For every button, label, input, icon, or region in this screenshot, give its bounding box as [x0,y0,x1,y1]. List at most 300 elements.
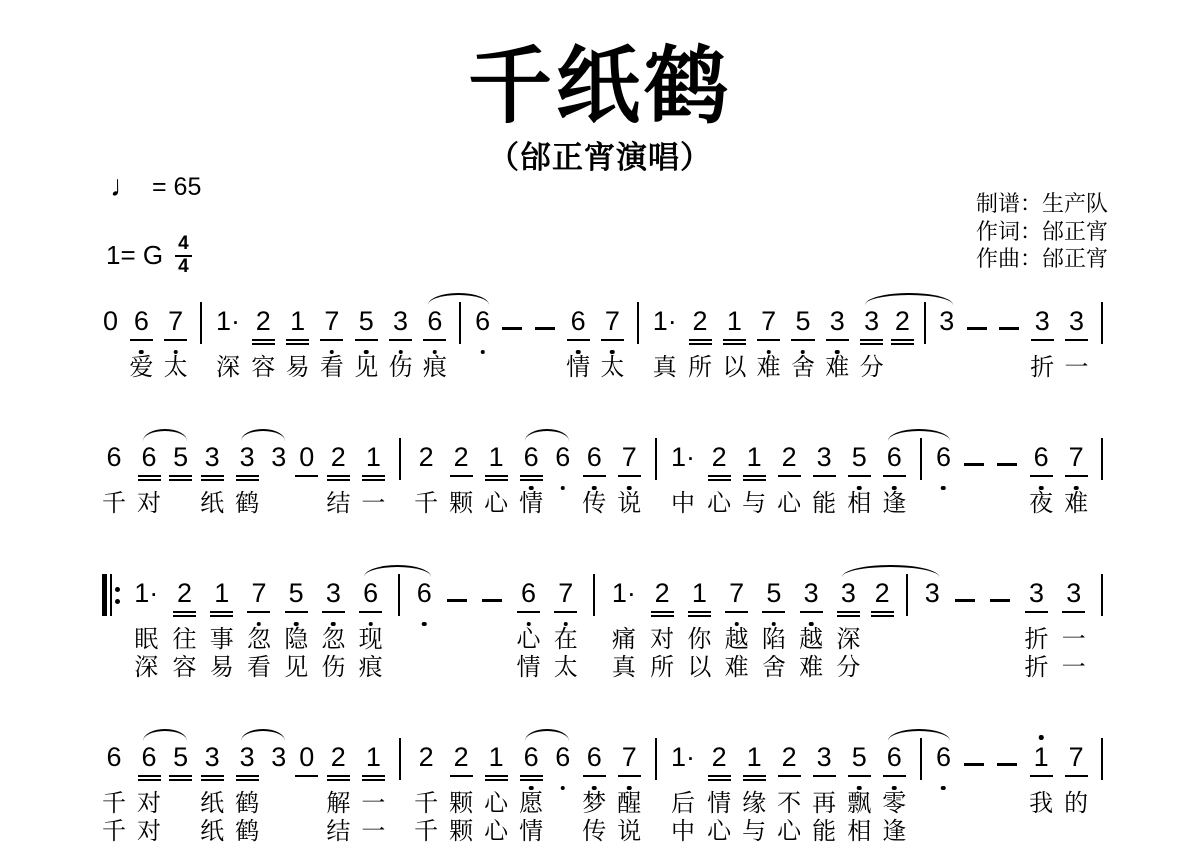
note-token [554,578,578,682]
lyric: 千 [102,818,126,845]
note-number: 1· [215,306,240,336]
barline [1099,442,1106,518]
lyric: 所 [650,654,675,681]
lyric: 舍 [761,654,786,681]
lyric: 太 [553,654,578,681]
lyric: 逢 [882,818,907,845]
lyric [1099,490,1106,518]
lyric: 心 [777,490,802,517]
score [102,292,1106,850]
lyric: 痕 [358,654,383,681]
note-number: 2 [654,578,670,608]
note-token [247,578,271,682]
lyric: 一 [361,790,386,817]
lyric [962,654,969,682]
barline-glyph [593,578,595,612]
note-token [423,306,447,382]
barline-glyph [459,306,461,340]
music-system-3 [102,564,1106,682]
note-number: 6 [362,578,379,612]
note-token [235,742,259,846]
note-token [286,306,310,382]
note-token [361,742,385,846]
note-token [707,742,731,846]
note-number: 7 [1068,442,1085,476]
note-number: 6 [106,442,122,472]
note-token [688,306,712,382]
lyric: 越 [724,626,749,653]
lyric: 见 [354,354,379,381]
lyric: 与 [742,490,767,517]
lyric [303,790,310,818]
note-token [414,742,438,846]
music-system-1 [102,292,1106,382]
lyric: 陷 [761,626,786,653]
credit-composer: 作曲：邰正宵 [975,246,1108,271]
note-token [670,442,696,518]
note-token [1062,578,1086,682]
dash-token [966,306,988,382]
lyric: 舍 [790,354,815,381]
barline-glyph [1101,742,1103,776]
slur-arc [888,729,950,741]
duration-dash [966,306,988,340]
lyric [971,490,978,518]
lyric [396,790,403,818]
note-number: 2 [711,442,727,472]
note-token [129,306,153,382]
lyric [652,790,659,818]
note-number: 1· [671,442,696,472]
lyric [879,654,886,682]
note-number: 3 [939,306,955,336]
notation-row [102,728,1106,846]
note-number: 6 [416,578,433,612]
lyric: 易 [209,654,234,681]
lyric: 折 [1024,654,1049,681]
note-token [320,306,344,382]
lyric: 往 [172,626,197,653]
time-signature-bottom: 4 [178,255,189,277]
note-number: 1 [488,742,504,772]
note-number: 5 [173,442,189,472]
lyric [904,654,911,682]
lyric: 后 [671,790,696,817]
lyric [921,354,928,382]
note-token [617,442,641,518]
note-token [449,442,473,518]
notation-row [102,428,1106,518]
dash-token [989,578,1011,682]
lyric: 结 [326,818,351,845]
note-number: 1· [671,742,696,772]
note-number: 2 [453,742,469,772]
note-token [874,578,891,682]
note-token [251,306,275,382]
note-number: 7 [323,306,340,340]
note-token [1029,742,1053,846]
lyric: 真 [611,654,636,681]
note-token [484,442,508,518]
note-token [474,306,491,382]
note-token [777,742,801,846]
lyric: 心 [707,818,732,845]
lyric: 在 [553,626,578,653]
lyric: 情 [566,354,591,381]
lyric: 真 [652,354,677,381]
lyric: 千 [414,818,439,845]
lyric: 心 [516,626,541,653]
lyric: 传 [582,490,607,517]
duration-dash [534,306,556,340]
lyric: 深 [836,626,861,653]
lyric: 一 [1061,654,1086,681]
lyric: 纸 [200,818,225,845]
lyric [904,626,911,654]
lyric: 见 [284,654,309,681]
note-number: 6 [523,742,540,776]
note-token [1030,306,1054,382]
note-number: 7 [167,306,184,340]
dash-token [963,742,985,846]
slur-arc [525,429,569,441]
note-number: 7 [604,306,621,340]
lyric [1004,490,1011,518]
barline [904,578,911,682]
lyric: 解 [326,790,351,817]
slur-arc [888,429,950,441]
note-token [882,442,906,518]
dash-token [963,442,985,518]
lyric: 鹤 [235,818,260,845]
note-number: 1 [488,442,504,472]
lyric: 说 [617,818,642,845]
note-number: 3 [829,306,846,340]
note-token [172,742,189,846]
lyric: 与 [742,818,767,845]
note-token [298,442,315,518]
note-token [235,442,259,518]
note-number: 3 [392,306,409,340]
barline [921,306,928,382]
lyric: 以 [687,654,712,681]
lyric [421,654,428,682]
note-number: 3 [816,742,832,772]
lyric [879,626,886,654]
tempo-marking [110,172,201,202]
lyric: 容 [172,654,197,681]
lyric: 千 [102,490,126,517]
barline [396,442,403,518]
note-token [414,442,438,518]
note-number: 3 [864,306,880,336]
lyric: 再 [812,790,837,817]
note-token [484,742,508,846]
lyric: 心 [484,818,509,845]
note-number: 3 [1066,578,1082,608]
lyric [1099,354,1106,382]
lyric: 鹤 [235,790,260,817]
credits-block [976,190,1108,273]
lyric [971,818,978,846]
slur-arc [364,565,431,577]
slur-arc [143,429,187,441]
notation-row [102,292,1106,382]
lyric: 易 [285,354,310,381]
note-number: 2 [711,742,727,772]
lyric: 不 [777,790,802,817]
note-number: 2 [418,442,434,472]
lyric [899,354,906,382]
lyric [489,626,496,654]
lyric [1004,790,1011,818]
note-token [517,578,541,682]
barline-glyph [906,578,908,612]
note-number: 1 [365,442,381,472]
lyric: 难 [825,354,850,381]
note-number: 1 [746,742,762,772]
note-token [326,742,350,846]
lyric: 痛 [611,626,636,653]
lyric: 愿 [519,790,544,817]
note-number: 0 [299,742,315,772]
lyric [997,626,1004,654]
note-token [611,578,637,682]
lyric: 鹤 [235,490,260,517]
note-token [938,306,955,382]
note-token [687,578,711,682]
barline [396,742,403,846]
note-token [137,442,161,518]
note-token [791,306,815,382]
lyric: 颗 [449,818,474,845]
note-token [200,442,224,518]
lyric [457,354,464,382]
lyric: 心 [707,490,732,517]
lyric: 所 [688,354,713,381]
lyric [635,354,642,382]
note-token [137,742,161,846]
lyric [396,818,403,846]
lyric: 太 [600,354,625,381]
lyric: 一 [361,490,386,517]
barline [457,306,464,382]
song-subtitle: （邰正宵演唱） [488,140,712,176]
lyric: 忽 [321,626,346,653]
note-number: 6 [133,306,150,340]
dash-token [481,578,503,682]
lyric: 相 [847,490,872,517]
duration-dash [996,442,1018,476]
lyric [929,626,936,654]
lyric: 难 [756,354,781,381]
note-number: 6 [586,442,603,476]
note-token [860,306,884,382]
lyric: 容 [251,354,276,381]
lyric [454,626,461,654]
note-token [935,742,952,846]
note-number: 6 [1033,442,1050,476]
note-number: 7 [557,578,574,612]
note-number: 3 [325,578,342,612]
lyric [1004,818,1011,846]
lyric: 忽 [246,626,271,653]
note-number: 0 [103,306,119,336]
lyric [652,818,659,846]
lyric: 中 [671,818,696,845]
note-number: 7 [1068,742,1084,772]
slur-arc [241,729,285,741]
barline-glyph [920,442,922,476]
lyric: 隐 [284,626,309,653]
note-number: 1· [611,578,636,608]
lyric [943,354,950,382]
music-system-2 [102,428,1106,518]
lyric [940,790,947,818]
lyric: 折 [1024,626,1049,653]
slur-arc [525,729,569,741]
barline-glyph [398,578,400,612]
lyric: 对 [137,818,162,845]
note-number: 2 [330,442,346,472]
dash-token [954,578,976,682]
note-number: 1 [726,306,742,336]
note-number: 3 [271,742,287,772]
note-token [836,578,860,682]
dash-token [501,306,523,382]
lyric [1073,818,1080,846]
lyric: 纸 [200,790,225,817]
duration-dash [446,578,468,612]
lyric [997,654,1004,682]
lyric: 我 [1029,790,1054,817]
slur-arc [842,565,939,577]
lyric: 醒 [617,790,642,817]
lyric: 情 [707,790,732,817]
music-system-4 [102,728,1106,846]
dash-token [446,578,468,682]
lyric [1099,626,1106,654]
credit-arranger: 制谱：生产队 [975,191,1108,216]
lyric: 越 [799,626,824,653]
lyric [107,354,114,382]
note-number: 2 [330,742,346,772]
note-token [284,578,308,682]
credit-lyricist: 作词：邰正宵 [975,218,1108,244]
barline [198,306,205,382]
lyric [479,354,486,382]
lyric: 看 [319,354,344,381]
note-number: 6 [570,306,587,340]
note-number: 1 [290,306,306,336]
lyric [108,626,115,654]
lyric: 逢 [882,490,907,517]
barline [396,578,403,682]
note-number: 3 [239,442,255,472]
note-token [1064,742,1088,846]
note-number: 7 [621,742,638,776]
lyric [177,818,184,846]
note-number: 2 [781,442,797,472]
lyric [198,354,205,382]
duration-dash [963,442,985,476]
lyric: 伤 [321,654,346,681]
note-token [449,742,473,846]
lyric: 痕 [422,354,447,381]
barline-glyph [399,742,401,776]
note-token [554,742,571,846]
lyric: 中 [671,490,696,517]
note-token [825,306,849,382]
lyric: 难 [1064,490,1089,517]
lyric: 现 [358,626,383,653]
note-number: 0 [299,442,315,472]
barline-glyph [1101,306,1103,340]
note-number: 5 [765,578,782,612]
note-number: 2 [692,306,708,336]
note-token [172,578,196,682]
note-number: 6 [141,742,157,772]
note-number: 3 [803,578,820,612]
lyric: 千 [102,790,126,817]
lyric: 对 [137,490,162,517]
key-value: 1= G [106,239,164,270]
note-number: 2 [418,742,434,772]
barline [635,306,642,382]
barline [917,742,924,846]
note-number: 3 [204,742,220,772]
note-number: 6 [935,442,952,476]
note-token [554,442,571,518]
lyric [917,490,924,518]
note-token [762,578,786,682]
lyric [108,654,115,682]
note-number: 6 [886,742,903,776]
note-token [519,742,543,846]
note-number: 5 [173,742,189,772]
note-number: 2 [874,578,890,608]
note-token [210,578,234,682]
note-number: 2 [255,306,271,336]
lyric: 爱 [129,354,154,381]
note-token [1029,442,1053,518]
note-number: 3 [204,442,220,472]
note-number: 2 [894,306,910,336]
lyric: 说 [617,490,642,517]
note-number: 1 [1033,742,1050,776]
lyric [1006,354,1013,382]
lyric: 你 [687,626,712,653]
lyric: 分 [859,354,884,381]
lyric [917,790,924,818]
note-token [1065,306,1089,382]
lyric [509,354,516,382]
lyric: 心 [484,490,509,517]
note-number: 1· [652,306,677,336]
note-number: 3 [1069,306,1085,336]
lyric [962,626,969,654]
dash-token [534,306,556,382]
note-token [935,442,952,518]
slur-arc [143,729,187,741]
note-number: 1· [134,578,159,608]
lyric [275,818,282,846]
lyric: 以 [722,354,747,381]
lyric: 一 [1064,354,1089,381]
lyric [396,490,403,518]
note-number: 3 [239,742,255,772]
duration-dash [481,578,503,612]
